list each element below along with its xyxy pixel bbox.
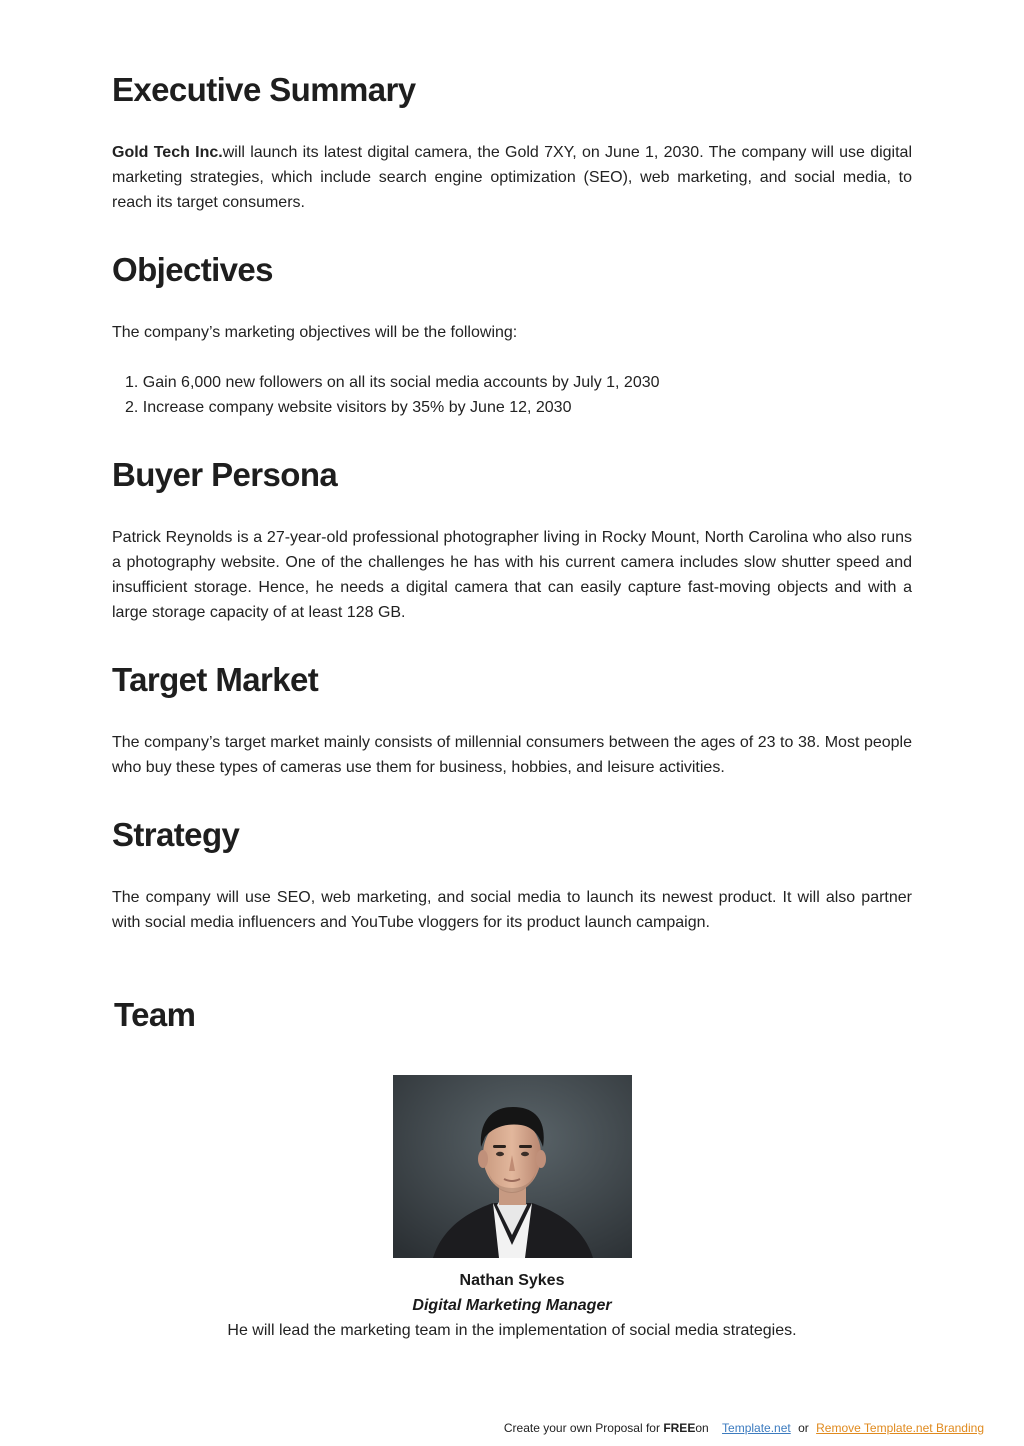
remove-branding-link[interactable]: Remove Template.net Branding (816, 1421, 984, 1435)
footer-prefix: Create your own Proposal for (503, 1421, 660, 1435)
footer-free: FREE (663, 1421, 696, 1435)
heading-objectives: Objectives (112, 251, 273, 288)
heading-buyer-persona: Buyer Persona (112, 456, 338, 493)
objectives-list (112, 370, 912, 420)
team-member-role: Digital Marketing Manager (412, 1297, 612, 1314)
target-market-text: The company’s target market mainly consists of millennial consumers between the ages of 23 to 38. Most people who buy these types of cameras use them for business, hobbies, and leisure activities. (112, 734, 912, 776)
heading-target-market: Target Market (112, 661, 319, 698)
list-item-text: Increase company website visitors by 35% by June 12, 2030 (142, 399, 572, 416)
list-item (112, 395, 912, 420)
objectives-intro: The company’s marketing objectives will be the following: (112, 324, 518, 341)
list-item-number: 1. (125, 374, 139, 391)
heading-strategy: Strategy (112, 816, 240, 853)
strategy-text: The company will use SEO, web marketing, and social media to launch its newest product. It will also partner with social media influencers and YouTube vloggers for its product launch campaign. (112, 889, 912, 931)
team-member-photo (393, 1075, 632, 1258)
team-member-description: He will lead the marketing team in the implementation of social media strategies. (227, 1322, 797, 1339)
footer-branding (504, 1419, 984, 1437)
heading-executive-summary: Executive Summary (112, 71, 416, 108)
buyer-persona-text: Patrick Reynolds is a 27-year-old professional photographer living in Rocky Mount, North Carolina who also runs a photography website. One of the challenges he has with his current camera includes slow shutter speed and insufficient storage. Hence, he needs a digital camera that can easily capture fast-moving objects and with a large storage capacity of at least 128 GB. (112, 529, 912, 621)
executive-summary-body: will launch its latest digital camera, the Gold 7XY, on June 1, 2030. The company will use digital marketing strategies, which include search engine optimization (SEO), web marketing, and social media, to reach its target consumers. (112, 144, 913, 211)
portrait-illustration (393, 1075, 632, 1258)
company-name: Gold Tech Inc. (112, 144, 223, 161)
list-item-text: Gain 6,000 new followers on all its social media accounts by July 1, 2030 (142, 374, 660, 391)
footer-or: or (798, 1421, 809, 1435)
list-item-number: 2. (125, 399, 139, 416)
list-item (112, 370, 912, 395)
footer-on: on (695, 1421, 709, 1435)
heading-team: Team (114, 996, 196, 1033)
template-net-link[interactable]: Template.net (722, 1421, 791, 1435)
team-member-name: Nathan Sykes (459, 1272, 565, 1289)
executive-summary-text (112, 140, 912, 215)
